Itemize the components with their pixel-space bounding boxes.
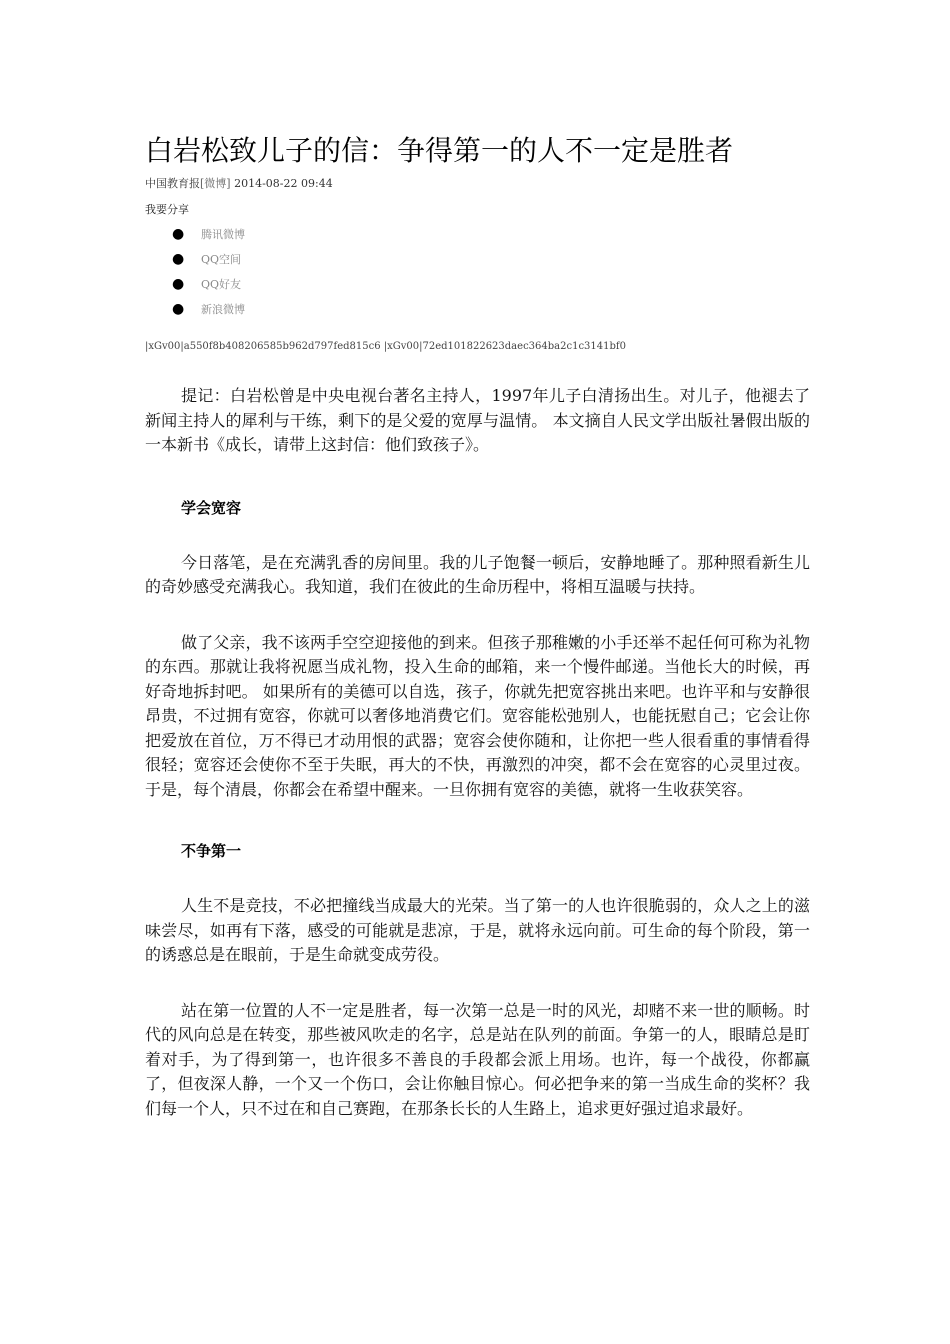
source-name: 中国教育报 (145, 177, 200, 190)
share-item-sina-weibo[interactable] (145, 297, 810, 322)
share-label: 我要分享 (145, 203, 189, 216)
body-paragraph: 做了父亲，我不该两手空空迎接他的到来。但孩子那稚嫩的小手还举不起任何可称为礼物的东西。那就让我将祝愿当成礼物，投入生命的邮箱，来一个慢件邮递。当他长大的时候，再好奇地拆封吧。 如果所有的美德可以自选，孩子，你就先把宽容挑出来吧。也许平和与安静很昂贵，不过拥有宽容，你就可以奢侈地消费它们。宽容能松弛别人，也能抚慰自己；它会让你把爱放在首位，万不得已才动用恨的武器；宽容会使你随和，让你把一些人很看重的事情看得很轻；宽容还会使你不至于失眠，再大的不快，再激烈的冲突，都不会在宽容的心灵里过夜。于是，每个清晨，你都会在希望中醒来。一旦你拥有宽容的美德，就将一生收获笑容。 (145, 632, 810, 799)
bullet-icon: ● (172, 251, 185, 267)
article-title: 白岩松致儿子的信：争得第一的人不一定是胜者 (145, 134, 734, 167)
body-paragraph: 今日落笔，是在充满乳香的房间里。我的儿子饱餐一顿后，安静地睡了。那种照看新生儿的奇妙感受充满我心。我知道，我们在彼此的生命历程中，将相互温暖与扶持。 (145, 552, 810, 596)
weibo-link[interactable]: [微博] (200, 177, 231, 190)
bullet-icon: ● (172, 226, 185, 242)
share-item-label: QQ好友 (201, 278, 242, 291)
share-item-label: 新浪微博 (201, 303, 245, 316)
section-heading-tolerance: 学会宽容 (181, 498, 242, 517)
publish-datetime: 2014-08-22 09:44 (234, 177, 333, 190)
hash-line: |xGv00|a550f8b408206585b962d797fed815c6 |xGv00|72ed101822623daec364ba2c1c3141bf0 (145, 341, 626, 352)
share-item-qq-zone[interactable] (145, 247, 810, 272)
share-item-label: QQ空间 (201, 253, 242, 266)
article (145, 128, 810, 1121)
body-paragraph: 人生不是竞技，不必把撞线当成最大的光荣。当了第一的人也许很脆弱的，众人之上的滋味尝尽，如再有下落，感受的可能就是悲凉，于是，就将永远向前。可生命的每个阶段，第一的诱惑总是在眼前，于是生命就变成劳役。 (145, 896, 810, 964)
bullet-icon: ● (172, 301, 185, 317)
article-meta (145, 176, 810, 192)
share-item-tencent-weibo[interactable] (145, 222, 810, 247)
share-item-label: 腾讯微博 (201, 228, 245, 241)
share-list (145, 222, 810, 322)
bullet-icon: ● (172, 276, 185, 292)
share-item-qq-friend[interactable] (145, 272, 810, 297)
intro-paragraph: 提记：白岩松曾是中央电视台著名主持人，1997年儿子白清扬出生。对儿子，他褪去了新闻主持人的犀利与干练，剩下的是父爱的宽厚与温情。 本文摘自人民文学出版社暑假出版的一本新书《成长，请带上这封信：他们致孩子》。 (145, 386, 810, 454)
section-heading-not-first: 不争第一 (181, 842, 242, 860)
body-paragraph: 站在第一位置的人不一定是胜者，每一次第一总是一时的风光，却赌不来一世的顺畅。时代的风向总是在转变，那些被风吹走的名字，总是站在队列的前面。争第一的人，眼睛总是盯着对手，为了得到第一，也许很多不善良的手段都会派上用场。也许，每一个战役，你都赢了，但夜深人静，一个又一个伤口，会让你触目惊心。何必把争来的第一当成生命的奖杯？我们每一个人，只不过在和自己赛跑，在那条长长的人生路上，追求更好强过追求最好。 (145, 1000, 810, 1118)
